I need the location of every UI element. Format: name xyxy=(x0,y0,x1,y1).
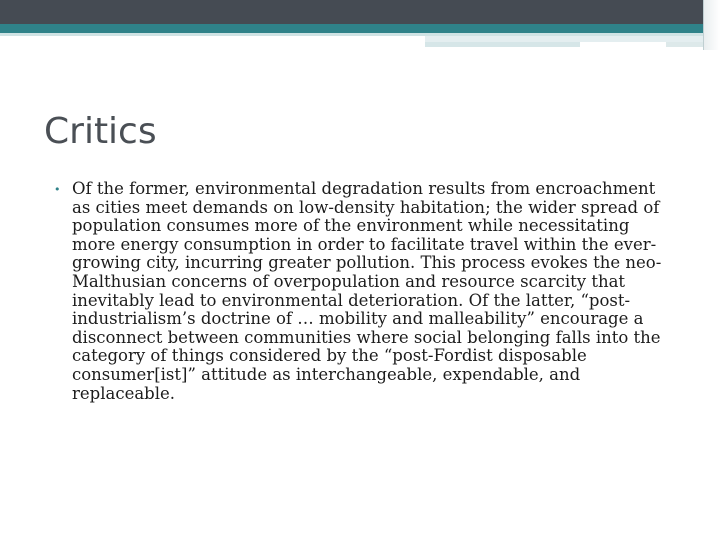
header-band-dark xyxy=(0,0,720,24)
header-accent-strip xyxy=(425,42,580,47)
slide-title: Critics xyxy=(44,111,157,152)
header-band-teal xyxy=(0,24,720,33)
list-item xyxy=(54,180,674,403)
bullet-list xyxy=(54,180,674,403)
bullet-text: Of the former, environmental degradation results from encroachment as cities meet demands on low-density habitation; the wider spread of population consumes more of the environment while necessitating more energy consumption in order to facilitate travel within the ever-growing city, incurring greater pollution. This process evokes the neo-Malthusian concerns of overpopulation and resource scarcity that inevitably lead to environmental deterioration. Of the latter, “post-industrialism’s doctrine of … mobility and malleability” encourage a disconnect between communities where social belonging falls into the category of things considered by the “post-Fordist disposable consumer[ist]” attitude as interchangeable, expendable, and replaceable. xyxy=(72,179,662,403)
header-right-edge xyxy=(704,0,720,50)
header-right-edge-line xyxy=(703,0,704,50)
bullet-icon: • xyxy=(54,183,61,196)
